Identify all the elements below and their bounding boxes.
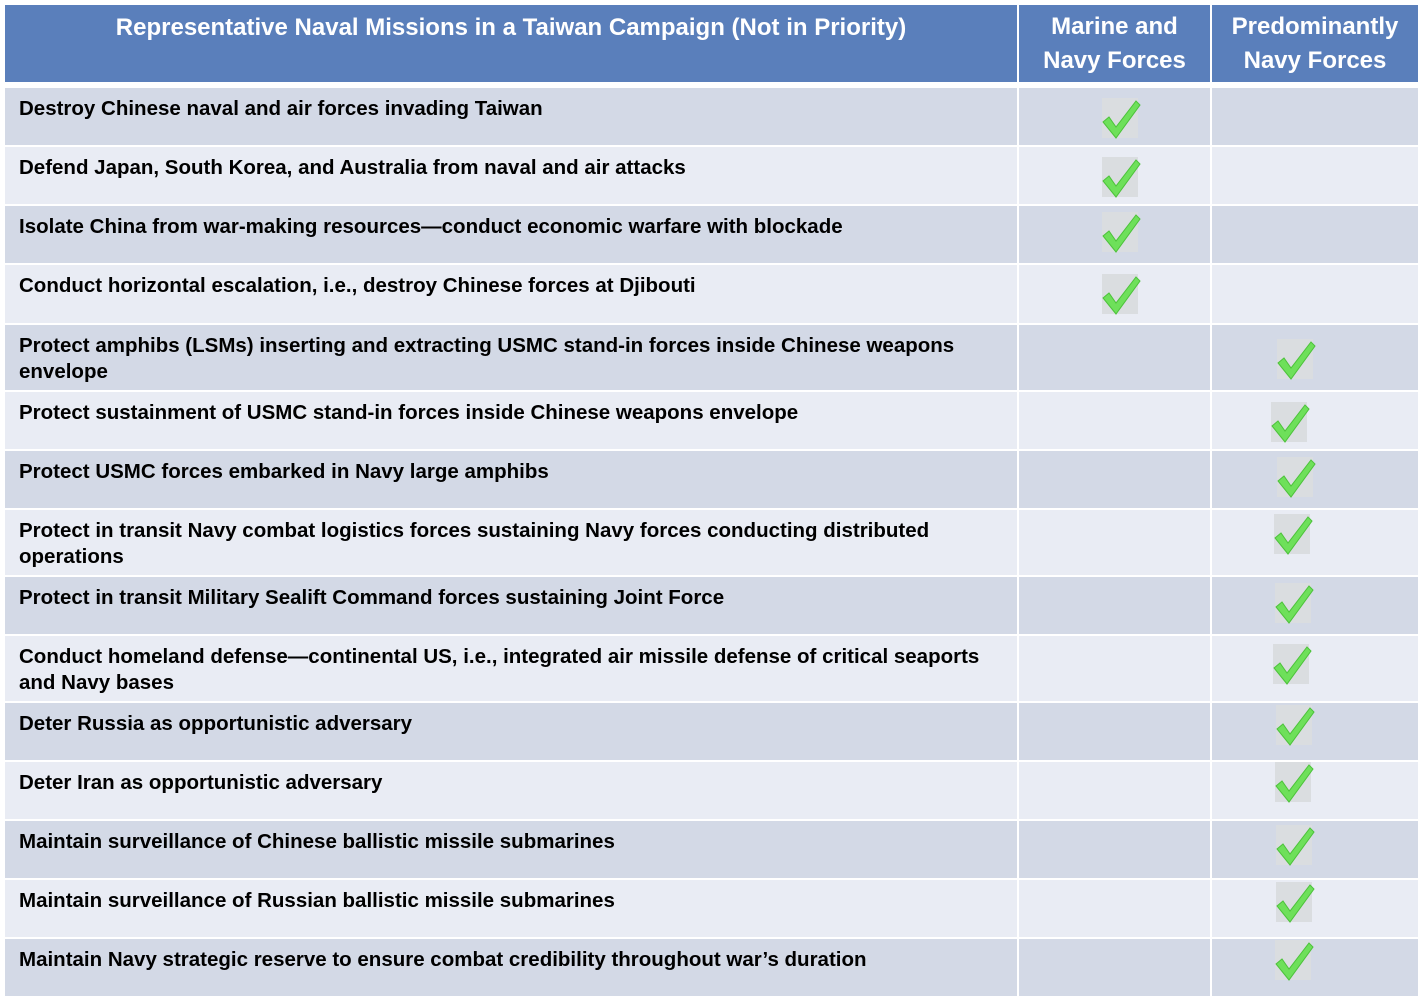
- navy-cell: [1212, 636, 1418, 701]
- check-mark-icon: [1274, 583, 1312, 623]
- navy-cell: [1212, 392, 1418, 449]
- mission-cell: Conduct horizontal escalation, i.e., destroy Chinese forces at Djibouti: [5, 265, 1017, 323]
- check-mark-icon: [1101, 274, 1139, 314]
- check-mark-icon: [1275, 705, 1313, 745]
- mission-cell: Protect sustainment of USMC stand-in forces inside Chinese weapons envelope: [5, 392, 1017, 449]
- check-mark-icon: [1274, 940, 1312, 980]
- navy-cell: [1212, 147, 1418, 204]
- mission-cell: Maintain surveillance of Chinese ballistic missile submarines: [5, 821, 1017, 878]
- check-mark-icon: [1101, 98, 1139, 138]
- check-mark-icon: [1275, 882, 1313, 922]
- navy-cell: [1212, 939, 1418, 996]
- check-mark-icon: [1273, 514, 1311, 554]
- marine-navy-cell: [1019, 703, 1210, 760]
- marine-navy-cell: [1019, 577, 1210, 634]
- mission-cell: Conduct homeland defense—continental US, i.e., integrated air missile defense of critical seaports and Navy bases: [5, 636, 1017, 701]
- check-mark-icon: [1101, 157, 1139, 197]
- check-mark-icon: [1274, 762, 1312, 802]
- mission-cell: Deter Russia as opportunistic adversary: [5, 703, 1017, 760]
- marine-navy-cell: [1019, 88, 1210, 145]
- mission-cell: Destroy Chinese naval and air forces invading Taiwan: [5, 88, 1017, 145]
- table-title-header: Representative Naval Missions in a Taiwan Campaign (Not in Priority): [5, 5, 1017, 82]
- navy-cell: [1212, 880, 1418, 937]
- marine-navy-cell: [1019, 939, 1210, 996]
- navy-cell: [1212, 577, 1418, 634]
- marine-navy-cell: [1019, 147, 1210, 204]
- marine-navy-cell: [1019, 392, 1210, 449]
- mission-cell: Deter Iran as opportunistic adversary: [5, 762, 1017, 819]
- navy-cell: [1212, 510, 1418, 575]
- mission-cell: Isolate China from war-making resources—conduct economic warfare with blockade: [5, 206, 1017, 263]
- check-mark-icon: [1272, 644, 1310, 684]
- missions-table: [5, 5, 1418, 996]
- marine-navy-cell: [1019, 821, 1210, 878]
- navy-cell: [1212, 325, 1418, 390]
- marine-navy-cell: [1019, 880, 1210, 937]
- mission-cell: Protect USMC forces embarked in Navy large amphibs: [5, 451, 1017, 508]
- mission-cell: Maintain Navy strategic reserve to ensure combat credibility throughout war’s duration: [5, 939, 1017, 996]
- marine-navy-cell: [1019, 451, 1210, 508]
- check-mark-icon: [1276, 339, 1314, 379]
- marine-navy-forces-header: Marine and Navy Forces: [1019, 5, 1210, 82]
- check-mark-icon: [1276, 457, 1314, 497]
- marine-navy-cell: [1019, 636, 1210, 701]
- mission-cell: Defend Japan, South Korea, and Australia from naval and air attacks: [5, 147, 1017, 204]
- navy-cell: [1212, 265, 1418, 323]
- mission-cell: Maintain surveillance of Russian ballistic missile submarines: [5, 880, 1017, 937]
- marine-navy-cell: [1019, 206, 1210, 263]
- marine-navy-cell: [1019, 325, 1210, 390]
- header-divider: [5, 84, 1418, 86]
- navy-cell: [1212, 703, 1418, 760]
- marine-navy-cell: [1019, 762, 1210, 819]
- navy-cell: [1212, 206, 1418, 263]
- navy-cell: [1212, 451, 1418, 508]
- check-mark-icon: [1101, 212, 1139, 252]
- mission-cell: Protect amphibs (LSMs) inserting and extracting USMC stand-in forces inside Chinese weapons envelope: [5, 325, 1017, 390]
- mission-cell: Protect in transit Military Sealift Command forces sustaining Joint Force: [5, 577, 1017, 634]
- mission-cell: Protect in transit Navy combat logistics forces sustaining Navy forces conducting distributed operations: [5, 510, 1017, 575]
- marine-navy-cell: [1019, 265, 1210, 323]
- navy-cell: [1212, 762, 1418, 819]
- navy-cell: [1212, 821, 1418, 878]
- predominantly-navy-forces-header: Predominantly Navy Forces: [1212, 5, 1418, 82]
- navy-cell: [1212, 88, 1418, 145]
- marine-navy-cell: [1019, 510, 1210, 575]
- check-mark-icon: [1275, 825, 1313, 865]
- check-mark-icon: [1270, 402, 1308, 442]
